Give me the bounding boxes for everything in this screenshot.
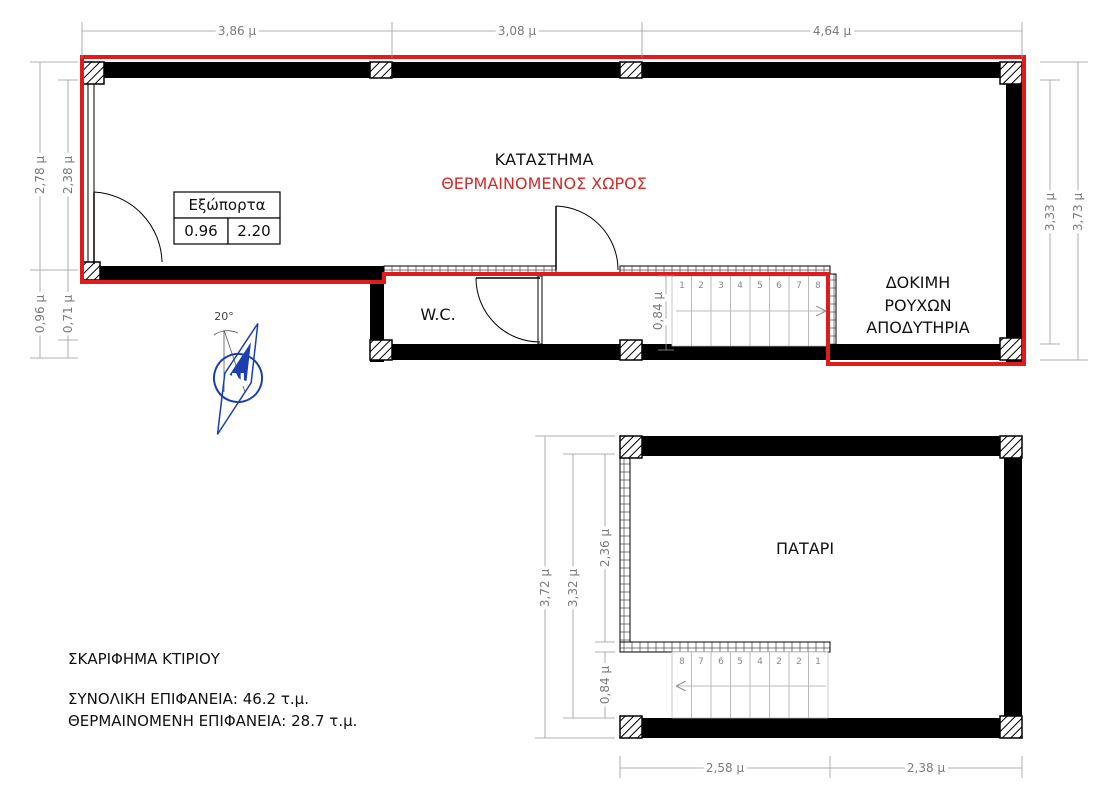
north-icon: N bbox=[230, 370, 246, 391]
wall-right bbox=[1006, 62, 1022, 362]
stair-number: 8 bbox=[679, 657, 685, 667]
room-heated-label: ΘΕΡΜΑΙΝΟΜΕΝΟΣ ΧΩΡΟΣ bbox=[441, 174, 647, 193]
dim-left-inner: 2,38 μ bbox=[61, 155, 75, 195]
room-wc-label: W.C. bbox=[420, 305, 456, 324]
stair-number: 2 bbox=[776, 657, 782, 667]
stairs-ground bbox=[672, 276, 828, 346]
mezzanine bbox=[620, 436, 1022, 738]
door-table bbox=[174, 192, 280, 244]
dim-top-2: 3,08 μ bbox=[497, 24, 537, 38]
heated-area: ΘΕΡΜΑΙΝΟΜΕΝΗ ΕΠΙΦΑΝΕΙΑ: 28.7 τ.μ. bbox=[68, 712, 358, 730]
total-area: ΣΥΝΟΛΙΚΗ ΕΠΙΦΑΝΕΙΑ: 46.2 τ.μ. bbox=[68, 690, 309, 708]
wall-wc-partition bbox=[538, 276, 542, 344]
wc-door bbox=[476, 278, 540, 342]
dim-mezz-bottom-2: 2,38 μ bbox=[906, 761, 946, 775]
dim-mezz-stair: 0,84 μ bbox=[598, 665, 612, 705]
stairs-mezz bbox=[672, 652, 828, 718]
dim-left-bottom-inner: 0,71 μ bbox=[61, 294, 75, 334]
mezz-wall-bottom bbox=[620, 718, 1022, 738]
stair-number: 2 bbox=[796, 657, 802, 667]
column bbox=[1000, 338, 1022, 360]
stair-number: 2 bbox=[698, 281, 704, 291]
mezz-wall-right bbox=[1004, 436, 1022, 738]
column bbox=[1000, 62, 1022, 84]
dim-mezz-left-inner: 3,32 μ bbox=[566, 568, 580, 608]
dim-stair-ground: 0,84 μ bbox=[651, 291, 665, 331]
dim-mezz-bottom-1: 2,58 μ bbox=[705, 761, 745, 775]
room-store-label: ΚΑΤΑΣΤΗΜΑ bbox=[494, 150, 594, 169]
mezz-wall-top bbox=[620, 436, 1022, 456]
plan-title: ΣΚΑΡΙΦΗΜΑ ΚΤΙΡΙΟΥ bbox=[68, 650, 220, 668]
dim-top-3: 4,64 μ bbox=[812, 24, 852, 38]
column bbox=[370, 340, 392, 360]
door-height: 2.20 bbox=[237, 222, 271, 240]
stair-number: 7 bbox=[796, 281, 802, 291]
column bbox=[82, 62, 104, 84]
column bbox=[1000, 436, 1022, 458]
column bbox=[370, 62, 392, 78]
dim-left-bottom-outer: 0,96 μ bbox=[33, 294, 47, 334]
column bbox=[620, 716, 642, 738]
dim-top-1: 3,86 μ bbox=[217, 24, 257, 38]
room-fitting-line3: ΑΠΟΔΥΤΗΡΙΑ bbox=[866, 318, 970, 337]
stair-number: 1 bbox=[679, 281, 685, 291]
mezz-wall-left-brick bbox=[620, 456, 630, 646]
stair-number: 8 bbox=[815, 281, 821, 291]
entrance-door bbox=[94, 192, 162, 264]
column bbox=[620, 340, 642, 360]
door-width: 0.96 bbox=[184, 222, 218, 240]
stair-number: 6 bbox=[776, 281, 782, 291]
stair-number: 4 bbox=[757, 657, 763, 667]
room-fitting-line2: ΡΟΥΧΩΝ bbox=[884, 296, 952, 315]
wall-top bbox=[82, 62, 1022, 78]
column bbox=[1000, 716, 1022, 738]
stair-number: 6 bbox=[718, 657, 724, 667]
north-arrow bbox=[195, 310, 280, 443]
room-fitting-line1: ΔΟΚΙΜΗ bbox=[885, 273, 951, 292]
column bbox=[620, 436, 642, 458]
dim-mezz-left-outer: 3,72 μ bbox=[538, 568, 552, 608]
dim-mezz-left-upper: 2,36 μ bbox=[598, 528, 612, 568]
mezz-wall-mid-brick bbox=[620, 642, 830, 652]
room-mezzanine-label: ΠΑΤΑΡΙ bbox=[775, 539, 835, 558]
stair-number: 1 bbox=[815, 657, 821, 667]
stair-number: 7 bbox=[698, 657, 704, 667]
interior-door bbox=[556, 206, 618, 270]
dim-left-outer: 2,78 μ bbox=[33, 155, 47, 195]
dim-right-outer: 3,73 μ bbox=[1071, 192, 1085, 232]
column bbox=[620, 62, 642, 78]
compass-angle-label: 20° bbox=[214, 310, 234, 323]
stair-number: 5 bbox=[757, 281, 763, 291]
wall-bottom-left bbox=[82, 266, 386, 280]
dim-right-inner: 3,33 μ bbox=[1043, 192, 1057, 232]
stair-number: 5 bbox=[737, 657, 743, 667]
door-table-title: Εξώπορτα bbox=[188, 196, 266, 214]
stair-number: 3 bbox=[718, 281, 724, 291]
column bbox=[82, 262, 100, 280]
stair-number: 4 bbox=[737, 281, 743, 291]
